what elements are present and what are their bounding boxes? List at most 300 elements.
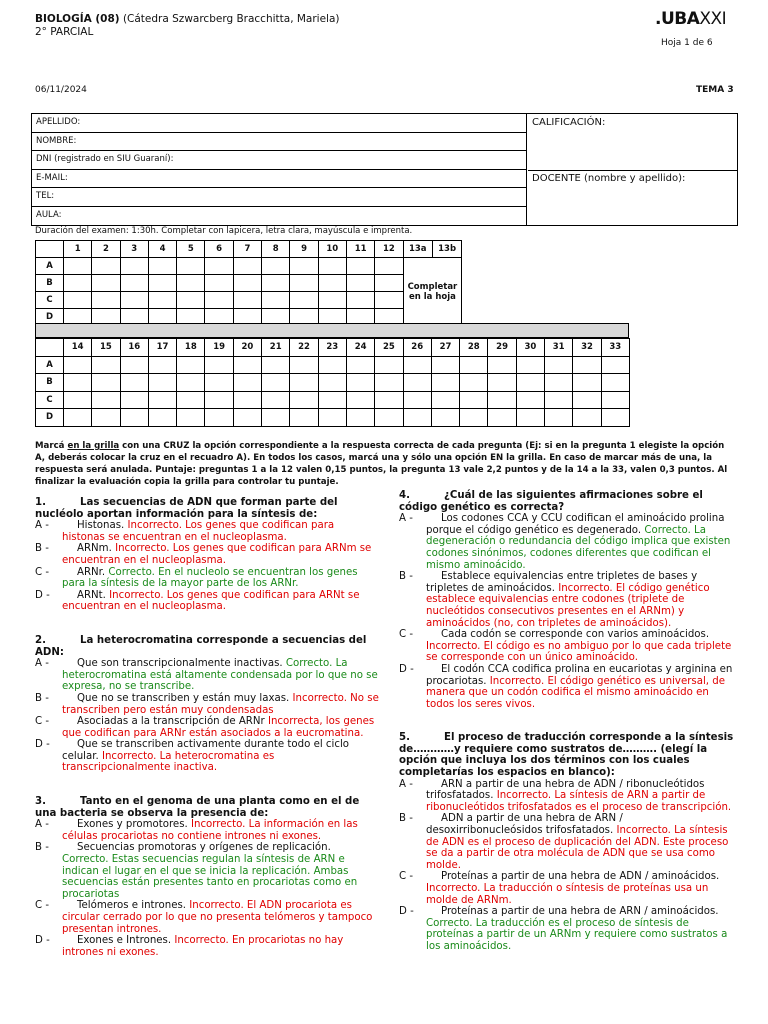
answer-cell[interactable] <box>233 356 261 374</box>
grid-col-header: 31 <box>545 339 573 357</box>
answer-cell[interactable] <box>318 275 346 292</box>
answer-cell[interactable] <box>545 374 573 392</box>
option-text: Proteínas a partir de una hebra de ARN / aminoácidos. <box>441 906 719 918</box>
option-feedback: Incorrecto. El código genético es universal, de manera que un codón codifica el mismo aminoácido en todos los seres vivos. <box>426 675 726 710</box>
answer-cell[interactable] <box>120 374 148 392</box>
answer-cell[interactable] <box>516 409 544 427</box>
grid-col-header: 17 <box>148 339 176 357</box>
option-body <box>62 567 380 590</box>
option-letter: A - <box>35 819 49 831</box>
uba-logo-bold: .UBA <box>655 9 700 29</box>
answer-cell[interactable] <box>148 409 176 427</box>
grid-col-header: 16 <box>120 339 148 357</box>
option-letter: B - <box>35 692 49 704</box>
docente-field[interactable]: DOCENTE (nombre y apellido): <box>532 173 686 184</box>
question-stem <box>399 490 736 513</box>
option-body <box>62 658 380 693</box>
option-body <box>426 513 736 571</box>
question-text: ¿Cuál de las siguientes afirmaciones sobre el código genético es correcta? <box>399 490 703 513</box>
option-feedback: Incorrecto. Los genes que codifican para ARNt se encuentran en el nucleoplasma. <box>62 589 360 613</box>
page-indicator: Hoja 1 de 6 <box>661 38 713 48</box>
answer-cell[interactable] <box>64 374 92 392</box>
answer-grid-1 <box>35 240 462 326</box>
option-body <box>426 779 736 814</box>
option-body <box>62 900 380 935</box>
answer-cell[interactable] <box>92 374 120 392</box>
grid-col-header: 18 <box>177 339 205 357</box>
answer-cell[interactable] <box>346 275 374 292</box>
answer-cell[interactable] <box>460 356 488 374</box>
answer-option <box>399 906 736 952</box>
answer-cell[interactable] <box>148 374 176 392</box>
answer-cell[interactable] <box>233 409 261 427</box>
option-text: Exones y promotores. <box>77 819 188 831</box>
answer-cell[interactable] <box>290 292 318 309</box>
option-feedback: Incorrecto. La traducción o síntesis de proteínas usa un molde de ARNm. <box>426 883 709 906</box>
question-stem <box>399 732 736 778</box>
option-feedback: Correcto. La degeneración o redundancia del código implica que existen codones sinónimos, codones diferentes que codifican el mismo aminoácido. <box>426 524 731 571</box>
option-body <box>62 716 380 739</box>
option-letter: D - <box>399 906 414 918</box>
answer-cell[interactable] <box>403 356 431 374</box>
answer-cell[interactable] <box>177 391 205 409</box>
option-text: Asociadas a la transcripción de ARNr <box>77 716 265 728</box>
answer-cell[interactable] <box>64 292 92 309</box>
option-letter: C - <box>35 566 50 578</box>
answer-cell[interactable] <box>488 391 516 409</box>
question-block <box>35 635 380 774</box>
grid-col-header: 28 <box>460 339 488 357</box>
option-letter: B - <box>399 813 413 825</box>
answer-cell[interactable] <box>120 292 148 309</box>
answer-cell[interactable] <box>375 292 403 309</box>
uba-logo-xxi: XXI <box>699 9 727 29</box>
answer-cell[interactable] <box>431 356 459 374</box>
answer-cell[interactable] <box>233 275 261 292</box>
answer-cell[interactable] <box>290 391 318 409</box>
option-body <box>426 571 736 629</box>
answer-cell[interactable] <box>64 356 92 374</box>
option-text: Que se transcriben activamente durante todo el ciclo celular. <box>62 739 350 762</box>
answer-cell[interactable] <box>262 258 290 275</box>
option-letter: A - <box>399 778 413 790</box>
option-text: Que no se transcriben y están muy laxas. <box>77 692 290 704</box>
answer-option <box>35 739 380 774</box>
grid-col-header: 2 <box>92 241 120 258</box>
answer-cell[interactable] <box>346 356 374 374</box>
grid-row-header: C <box>36 292 64 309</box>
option-feedback: Correcto. En el nucleolo se encuentran los genes para la síntesis de la mayor parte de los ARNr. <box>62 566 358 590</box>
grid-col-header: 30 <box>516 339 544 357</box>
answer-cell[interactable] <box>573 374 601 392</box>
answer-option <box>35 716 380 739</box>
question-block <box>399 490 736 710</box>
answer-cell[interactable] <box>375 356 403 374</box>
option-letter: B - <box>35 842 49 854</box>
nombre-field[interactable]: NOMBRE: <box>32 133 526 152</box>
answer-cell[interactable] <box>262 292 290 309</box>
answer-cell[interactable] <box>403 409 431 427</box>
grid-col-header: 23 <box>318 339 346 357</box>
answer-cell[interactable] <box>488 374 516 392</box>
answer-option <box>399 664 736 710</box>
answer-cell[interactable] <box>205 258 233 275</box>
answer-cell[interactable] <box>318 409 346 427</box>
grid-col-header: 4 <box>148 241 176 258</box>
answer-cell[interactable] <box>403 391 431 409</box>
answer-cell[interactable] <box>233 374 261 392</box>
answer-cell[interactable] <box>516 374 544 392</box>
grid-col-header: 24 <box>346 339 374 357</box>
answer-cell[interactable] <box>318 356 346 374</box>
grid-col-header: 22 <box>290 339 318 357</box>
option-text: Cada codón se corresponde con varios aminoácidos. <box>441 629 710 641</box>
answer-option <box>399 813 736 871</box>
option-text: Telómeros e intrones. <box>77 900 187 912</box>
option-feedback: Incorrecto. El ADN procariota es circular cerrado por lo que no presenta telómeros y tampoco presentan intrones. <box>62 900 373 935</box>
answer-cell[interactable] <box>431 374 459 392</box>
option-text: ADN a partir de una hebra de ARN / desoxirribonucleósidos trifosfatados. <box>426 813 623 837</box>
option-letter: C - <box>399 629 414 641</box>
questions-right-column <box>399 490 736 964</box>
grid-col-header: 13a <box>403 241 432 258</box>
answer-cell[interactable] <box>262 356 290 374</box>
answer-cell[interactable] <box>573 391 601 409</box>
answer-cell[interactable] <box>64 258 92 275</box>
answer-cell[interactable] <box>205 275 233 292</box>
answer-option <box>399 629 736 664</box>
grid-row-header: A <box>36 356 64 374</box>
answer-cell[interactable] <box>318 292 346 309</box>
email-field[interactable]: E-MAIL: <box>32 170 526 189</box>
grid-col-header: 21 <box>262 339 290 357</box>
grid-corner <box>36 339 64 357</box>
grid-col-header: 11 <box>346 241 374 258</box>
question-stem <box>35 497 380 520</box>
tel-field[interactable]: TEL: <box>32 188 526 207</box>
student-id-box <box>31 113 738 226</box>
grid-col-header: 33 <box>601 339 629 357</box>
answer-cell[interactable] <box>403 374 431 392</box>
instructions-post: con una CRUZ la opción correspondiente a la respuesta correcta de cada pregunta (Ej: si en la pregunta 1 elegiste la opción A, deberás colocar la cruz en el recuadro A). En todos los casos, marcá una y sólo una opción EN la grilla. En caso de marcar más de una, la respuesta será anulada. Puntaje: preguntas 1 a la 12 valen 0,15 puntos, la pregunta 13 vale 2,2 puntos y de la 14 a la 33, valen 0,3 puntos. Al finalizar la evaluación copia la grilla para controlar tu puntaje. <box>35 441 728 487</box>
grid-corner <box>36 241 64 258</box>
instructions-underlined: en la grilla <box>67 441 120 451</box>
grid-col-header: 20 <box>233 339 261 357</box>
answer-cell[interactable] <box>205 374 233 392</box>
option-text: El codón CCA codifica prolina en eucariotas y arginina en procariotas. <box>426 663 733 687</box>
option-letter: A - <box>35 520 49 532</box>
answer-cell[interactable] <box>177 356 205 374</box>
answer-cell[interactable] <box>148 275 176 292</box>
option-feedback: Incorrecto. El código genético establece equivalencias entre codones (triplete de nucleótidos consecutivos presentes en el ARNm) y aminoácidos (no, con tripletes de aminoácidos). <box>426 582 710 629</box>
answer-cell[interactable] <box>120 409 148 427</box>
option-body <box>62 842 380 900</box>
option-feedback: Incorrecta, los genes que codifican para ARNr están asociados a la eucromatina. <box>62 716 375 739</box>
option-body <box>426 871 736 906</box>
answer-cell[interactable] <box>92 356 120 374</box>
option-body <box>62 693 380 716</box>
grid-col-header: 12 <box>375 241 403 258</box>
question-text: Tanto en el genoma de una planta como en el de una bacteria se observa la presencia de: <box>35 796 360 819</box>
answer-cell[interactable] <box>64 391 92 409</box>
option-feedback: Incorrecto. La heterocromatina es transcripcionalmente inactiva. <box>62 750 275 774</box>
option-feedback: Incorrecto. En procariotas no hay intrones ni exones. <box>62 935 344 958</box>
answer-cell[interactable] <box>346 292 374 309</box>
grid-col-header: 26 <box>403 339 431 357</box>
grid-col-header: 32 <box>573 339 601 357</box>
answer-cell[interactable] <box>573 356 601 374</box>
answer-cell[interactable] <box>177 258 205 275</box>
question-number: 1. <box>35 497 46 508</box>
answer-option <box>399 513 736 571</box>
option-text: Histonas. <box>77 520 125 532</box>
option-letter: B - <box>399 571 413 583</box>
grid-col-header: 5 <box>177 241 205 258</box>
grid-col-header: 1 <box>64 241 92 258</box>
option-text: Que son transcripcionalmente inactivas. <box>77 658 283 670</box>
answer-cell[interactable] <box>290 275 318 292</box>
answer-cell[interactable] <box>177 374 205 392</box>
question-text: La heterocromatina corresponde a secuencias del ADN: <box>35 634 367 658</box>
question-stem <box>35 635 380 658</box>
answer-cell[interactable] <box>601 391 629 409</box>
option-body <box>62 543 380 566</box>
question-number: 2. <box>35 634 46 646</box>
option-letter: D - <box>35 935 50 947</box>
answer-cell[interactable] <box>92 409 120 427</box>
option-feedback: Incorrecto. No se transcriben pero están muy condensadas <box>62 692 379 716</box>
answer-cell[interactable] <box>545 391 573 409</box>
answer-cell[interactable] <box>318 391 346 409</box>
answer-cell[interactable] <box>290 258 318 275</box>
answer-option <box>35 567 380 590</box>
option-letter: C - <box>35 716 50 728</box>
option-text: ARNm. <box>77 543 112 555</box>
answer-cell[interactable] <box>120 258 148 275</box>
option-body <box>426 664 736 710</box>
answer-cell[interactable] <box>148 258 176 275</box>
option-text: ARN a partir de una hebra de ADN / ribonucleótidos trifosfatados. <box>426 778 705 802</box>
answer-cell[interactable] <box>488 356 516 374</box>
answer-cell[interactable] <box>545 356 573 374</box>
grid-col-header: 6 <box>205 241 233 258</box>
question-block <box>35 796 380 958</box>
option-feedback: Incorrecto. La síntesis de ARN a partir de ribonucleótidos trifosfatados es el proceso de transcripción. <box>426 790 732 813</box>
answer-cell[interactable] <box>92 275 120 292</box>
option-body <box>426 813 736 871</box>
instructions-pre: Marcá <box>35 441 68 451</box>
option-letter: B - <box>35 543 49 555</box>
answer-cell[interactable] <box>120 356 148 374</box>
answer-option <box>35 658 380 693</box>
answer-cell[interactable] <box>573 409 601 427</box>
option-feedback: Incorrecto. La información en las células procariotas no contiene intrones ni exones. <box>62 819 358 842</box>
option-body <box>62 935 380 958</box>
exam-theme: TEMA 3 <box>696 85 734 95</box>
option-letter: A - <box>35 658 49 670</box>
answer-cell[interactable] <box>375 409 403 427</box>
option-letter: D - <box>35 739 50 751</box>
question-block <box>35 497 380 613</box>
option-feedback: Incorrecto. Los genes que codifican para histonas se encuentran en el nucleoplasma. <box>62 520 335 543</box>
calificacion-field[interactable]: CALIFICACIÓN: <box>528 114 738 171</box>
grid-col-header: 10 <box>318 241 346 258</box>
answer-cell[interactable] <box>290 409 318 427</box>
option-text: Secuencias promotoras y orígenes de replicación. <box>77 842 331 854</box>
answer-cell[interactable] <box>233 258 261 275</box>
questions-left-column <box>35 497 380 969</box>
answer-cell[interactable] <box>120 391 148 409</box>
grid-row-header: B <box>36 374 64 392</box>
answer-option <box>35 693 380 716</box>
answer-cell[interactable] <box>262 374 290 392</box>
grid-separator <box>35 323 629 338</box>
complete-note: Completar en la hoja <box>403 258 462 326</box>
option-letter: A - <box>399 513 413 525</box>
answer-option <box>399 779 736 814</box>
grid-col-header: 19 <box>205 339 233 357</box>
answer-grid-2 <box>35 338 630 427</box>
option-text: Los codones CCA y CCU codifican el aminoácido prolina porque el código genético es degenerado. <box>426 513 725 536</box>
answer-cell[interactable] <box>375 258 403 275</box>
question-block <box>399 732 736 952</box>
answer-cell[interactable] <box>205 356 233 374</box>
answer-option <box>399 571 736 629</box>
answer-cell[interactable] <box>545 409 573 427</box>
instructions <box>35 440 735 488</box>
dni-field[interactable]: DNI (registrado en SIU Guaraní): <box>32 151 526 170</box>
grid-col-header: 3 <box>120 241 148 258</box>
exam-date: 06/11/2024 <box>35 85 87 95</box>
answer-cell[interactable] <box>233 391 261 409</box>
grid-row-header: A <box>36 258 64 275</box>
answer-cell[interactable] <box>233 292 261 309</box>
answer-cell[interactable] <box>375 391 403 409</box>
answer-option <box>35 543 380 566</box>
grid-col-header: 13b <box>432 241 461 258</box>
answer-cell[interactable] <box>431 391 459 409</box>
answer-cell[interactable] <box>177 292 205 309</box>
answer-cell[interactable] <box>262 391 290 409</box>
answer-option <box>35 520 380 543</box>
answer-cell[interactable] <box>346 409 374 427</box>
answer-cell[interactable] <box>64 275 92 292</box>
answer-cell[interactable] <box>290 374 318 392</box>
option-text: Proteínas a partir de una hebra de ADN / aminoácidos. <box>441 871 720 883</box>
option-text: Establece equivalencias entre tripletes de bases y tripletes de aminoácidos. <box>426 571 698 594</box>
grid-row-header: D <box>36 409 64 427</box>
answer-cell[interactable] <box>148 391 176 409</box>
answer-cell[interactable] <box>516 356 544 374</box>
answer-cell[interactable] <box>460 391 488 409</box>
answer-cell[interactable] <box>290 356 318 374</box>
answer-cell[interactable] <box>488 409 516 427</box>
exam-name: 2° PARCIAL <box>35 26 94 38</box>
option-body <box>62 520 380 543</box>
grid-col-header: 7 <box>233 241 261 258</box>
grid-row-header: D <box>36 309 64 326</box>
answer-cell[interactable] <box>92 258 120 275</box>
answer-cell[interactable] <box>346 374 374 392</box>
aula-field[interactable]: AULA: <box>36 209 62 220</box>
answer-cell[interactable] <box>205 391 233 409</box>
grid-col-header: 15 <box>92 339 120 357</box>
option-letter: D - <box>399 663 414 675</box>
answer-cell[interactable] <box>375 374 403 392</box>
answer-cell[interactable] <box>460 374 488 392</box>
question-stem <box>35 796 380 819</box>
answer-option <box>35 590 380 613</box>
answer-option <box>35 900 380 935</box>
grid-col-header: 25 <box>375 339 403 357</box>
option-body <box>426 906 736 952</box>
answer-option <box>35 935 380 958</box>
answer-cell[interactable] <box>92 292 120 309</box>
option-letter: D - <box>35 589 50 601</box>
option-text: ARNr. <box>77 566 106 578</box>
answer-cell[interactable] <box>262 275 290 292</box>
option-body <box>62 590 380 613</box>
answer-cell[interactable] <box>431 409 459 427</box>
answer-cell[interactable] <box>460 409 488 427</box>
answer-cell[interactable] <box>148 292 176 309</box>
answer-cell[interactable] <box>205 292 233 309</box>
option-feedback: Correcto. Estas secuencias regulan la síntesis de ARN e indican el lugar en el que se inicia la replicación. Ambas secuencias están presentes tanto en procariotas como en procariotas <box>62 854 358 900</box>
answer-option <box>35 842 380 900</box>
grid-row-header: C <box>36 391 64 409</box>
option-body <box>426 629 736 664</box>
question-number: 5. <box>399 732 410 744</box>
answer-cell[interactable] <box>346 391 374 409</box>
option-feedback: Correcto. La traducción es el proceso de síntesis de proteínas a partir de un ARNm y requiere como sustratos a los aminoácidos. <box>426 917 728 952</box>
option-feedback: Incorrecto. La síntesis de ADN es el proceso de duplicación del ADN. Este proceso se da a partir de otra molécula de ADN que se usa como molde. <box>426 825 729 871</box>
question-number: 4. <box>399 490 410 501</box>
answer-cell[interactable] <box>177 409 205 427</box>
answer-cell[interactable] <box>318 374 346 392</box>
grid-col-header: 29 <box>488 339 516 357</box>
answer-cell[interactable] <box>375 275 403 292</box>
course-title: BIOLOGÍA (08) <box>35 13 120 25</box>
answer-cell[interactable] <box>148 356 176 374</box>
answer-cell[interactable] <box>177 275 205 292</box>
answer-cell[interactable] <box>601 409 629 427</box>
answer-cell[interactable] <box>346 258 374 275</box>
exam-duration: Duración del examen: 1:30h. Completar con lapicera, letra clara, mayúscula e imprenta. <box>35 226 413 236</box>
answer-cell[interactable] <box>262 409 290 427</box>
answer-cell[interactable] <box>516 391 544 409</box>
answer-cell[interactable] <box>601 356 629 374</box>
option-text: Exones e Intrones. <box>77 935 172 947</box>
option-text: ARNt. <box>77 589 106 601</box>
option-feedback: Incorrecto. Los genes que codifican para ARNm se encuentran en el nucleoplasma. <box>62 543 372 566</box>
answer-cell[interactable] <box>120 275 148 292</box>
grid-col-header: 9 <box>290 241 318 258</box>
answer-option <box>35 819 380 842</box>
answer-cell[interactable] <box>318 258 346 275</box>
grid-col-header: 14 <box>64 339 92 357</box>
option-body <box>62 739 380 774</box>
answer-cell[interactable] <box>64 409 92 427</box>
answer-cell[interactable] <box>601 374 629 392</box>
course-header <box>35 13 340 39</box>
option-letter: C - <box>399 871 414 883</box>
answer-option <box>399 871 736 906</box>
question-number: 3. <box>35 796 46 808</box>
apellido-field[interactable]: APELLIDO: <box>32 114 526 133</box>
course-chair: (Cátedra Szwarcberg Bracchitta, Mariela) <box>119 13 340 25</box>
answer-cell[interactable] <box>205 409 233 427</box>
answer-cell[interactable] <box>92 391 120 409</box>
